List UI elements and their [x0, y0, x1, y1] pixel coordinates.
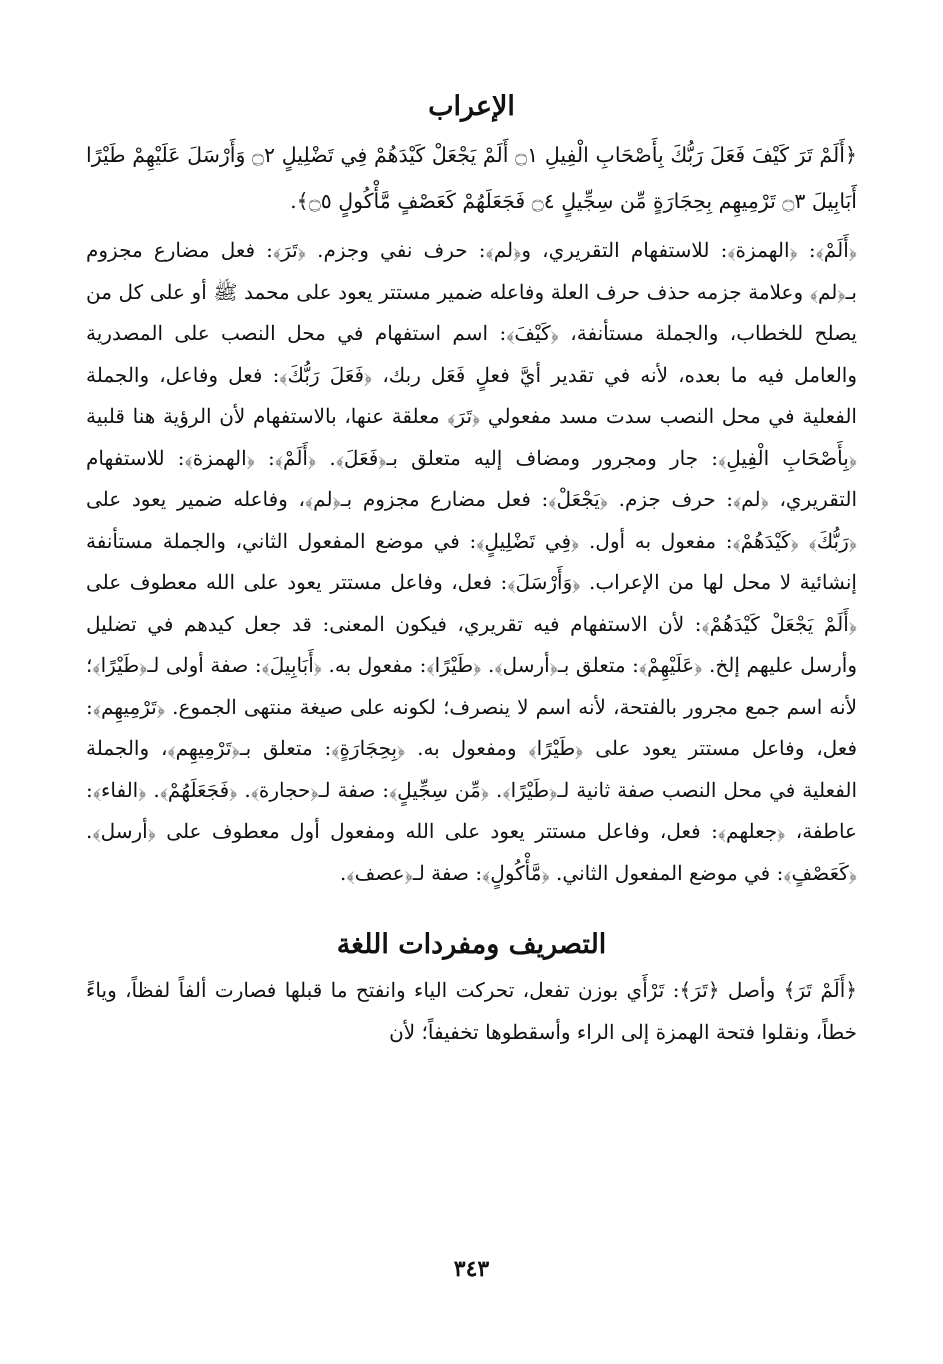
irab-paragraph: ﴿أَلَمْ﴾: ﴿الهمزة﴾: للاستفهام التقريري، و﴿لم﴾: حرف نفي وجزم. ﴿تَرَ﴾: فعل مضارع مجزوم بـ﴿لم﴾ وعلامة جزمه حذف حرف العلة وفاعله ضمير مستتر يعود على محمد ﷺ أو على كل من يصلح للخطاب، والجملة مستأنفة، ﴿كَيْفَ﴾: اسم استفهام في محل النصب على المصدرية والعامل فيه ما بعده، لأنه في تقدير أيَّ فعلٍ فَعَل ربك، ﴿فَعَلَ رَبُّكَ﴾: فعل وفاعل، والجملة الفعلية في محل النصب سدت مسد مفعولي ﴿تَرَ﴾ معلقة عنها، بالاستفهام لأن الرؤية هنا قلبية ﴿بِأَصْحَابِ الْفِيلِ﴾: جار ومجرور ومضاف إليه متعلق بـ﴿فَعَلَ﴾. ﴿أَلَمْ﴾: ﴿الهمزة﴾: للاستفهام التقريري، ﴿لم﴾: حرف جزم. ﴿يَجْعَلْ﴾: فعل مضارع مجزوم بـ﴿لم﴾، وفاعله ضمير يعود على ﴿رَبُّكَ﴾ ﴿كَيْدَهُمْ﴾: مفعول به أول. ﴿فِي تَضْلِيلٍ﴾: في موضع المفعول الثاني، والجملة مستأنفة إنشائية لا محل لها من الإعراب. ﴿وَأَرْسَلَ﴾: فعل، وفاعل مستتر يعود على الله معطوف على ﴿أَلَمْ يَجْعَلْ كَيْدَهُمْ﴾: لأن الاستفهام فيه تقريري، فيكون المعنى: قد جعل كيدهم في تضليل وأرسل عليهم إلخ. ﴿عَلَيْهِمْ﴾: متعلق بـ﴿أرسل﴾. ﴿طَيْرًا﴾: مفعول به. ﴿أَبَابِيلَ﴾: صفة أولى لـ﴿طَيْرًا﴾؛ لأنه اسم جمع مجرور بالفتحة، لأنه اسم لا ينصرف؛ لكونه على صيغة منتهى الجموع. ﴿تَرْمِيهِم﴾: فعل، وفاعل مستتر يعود على ﴿طَيْرًا﴾ ومفعول به. ﴿بِحِجَارَةٍ﴾: متعلق بـ﴿تَرْمِيهِم﴾، والجملة الفعلية في محل النصب صفة ثانية لـ﴿طَيْرًا﴾. ﴿مِّن سِجِّيلٍ﴾: صفة لـ﴿حجارة﴾. ﴿فَجَعَلَهُمْ﴾. ﴿الفاء﴾: عاطفة، ﴿جعلهم﴾: فعل، وفاعل مستتر يعود على الله ومفعول أول معطوف على ﴿أرسل﴾. ﴿كَعَصْفٍ﴾: في موضع المفعول الثاني. ﴿مَّأْكُولٍ﴾: صفة لـ﴿عصف﴾.	[86, 238, 858, 885]
quran-verse-paragraph: ﴿أَلَمْ تَرَ كَيْفَ فَعَلَ رَبُّكَ بِأَصْحَابِ الْفِيلِ ۝١ أَلَمْ يَجْعَلْ كَيْدَهُمْ فِي تَضْلِيلٍ ۝٢ وَأَرْسَلَ عَلَيْهِمْ طَيْرًا أَبَابِيلَ ۝٣ تَرْمِيهِم بِحِجَارَةٍ مِّن سِجِّيلٍ ۝٤ فَجَعَلَهُمْ كَعَصْفٍ مَّأْكُولٍ ۝٥﴾.	[86, 143, 857, 213]
page-number: ٣٤٣	[453, 1256, 490, 1282]
tasrif-paragraph: ﴿أَلَمْ تَرَ﴾ وأصل ﴿تَرَ﴾: تَرْأَي بوزن تفعل، تحركت الياء وانفتح ما قبلها فصارت ألفاً لفظاً، وياءً خطاً، ونقلوا فتحة الهمزة إلى الراء وأسقطوها تخفيفاً؛ لأن	[86, 978, 857, 1044]
section-spacer	[86, 894, 857, 920]
section-heading-irab: الإعراب	[428, 91, 515, 122]
section-heading-tasrif: التصريف ومفردات اللغة	[336, 929, 607, 960]
